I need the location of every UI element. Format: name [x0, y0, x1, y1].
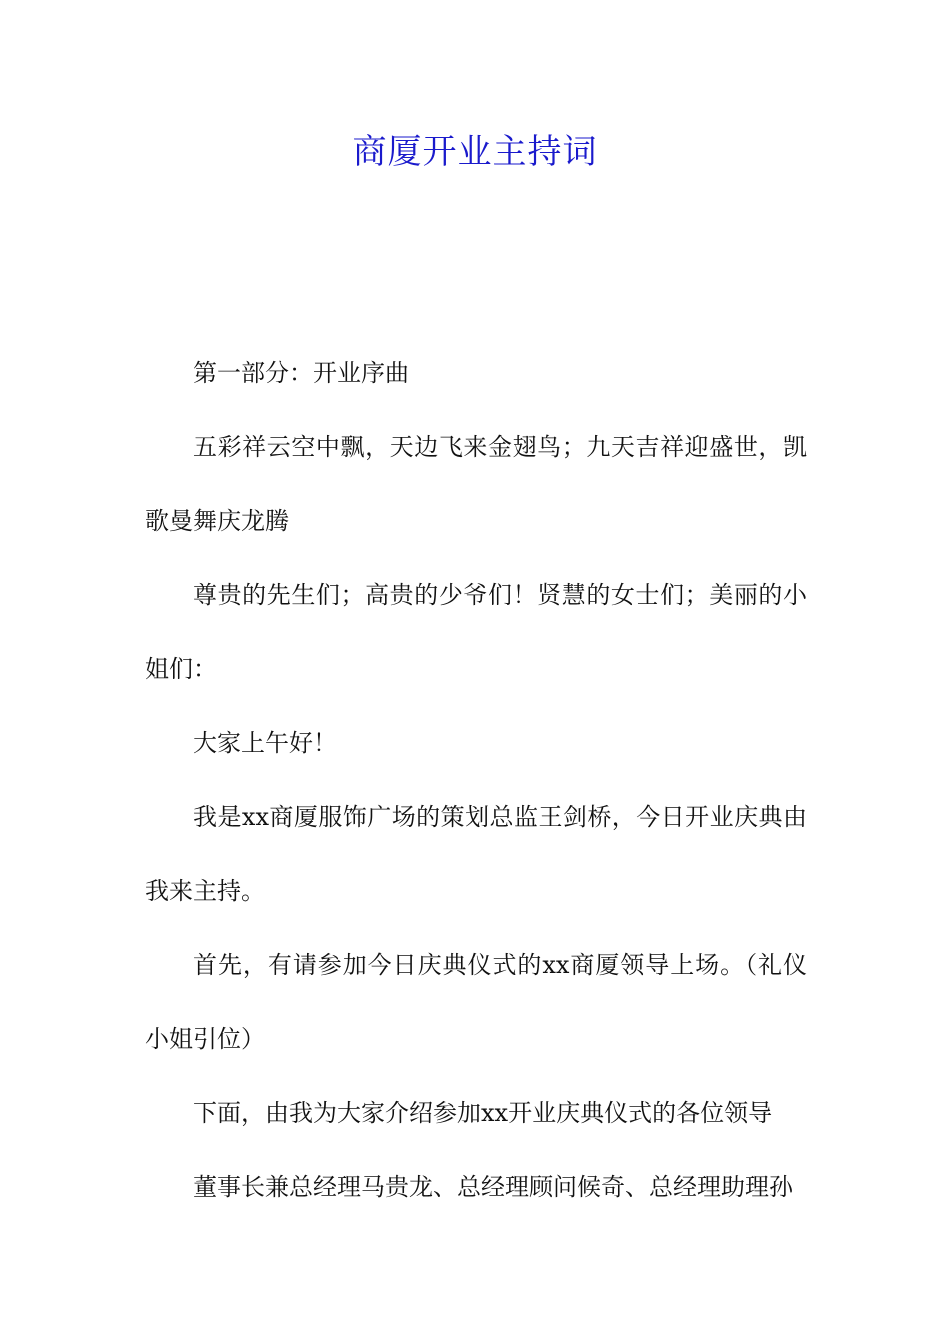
paragraph-host-introduction: 我是xx商厦服饰广场的策划总监王剑桥，今日开业庆典由我来主持。 — [145, 803, 807, 905]
document-body — [145, 336, 807, 1224]
paragraph-invite-leaders: 首先，有请参加今日庆典仪式的xx商厦领导上场。（礼仪小姐引位） — [145, 951, 807, 1053]
document-title: 商厦开业主持词 — [352, 132, 598, 172]
paragraph-introduce-leaders: 下面，由我为大家介绍参加xx开业庆典仪式的各位领导 — [193, 1099, 773, 1127]
paragraph-greeting-guests: 尊贵的先生们；高贵的少爷们！贤慧的女士们；美丽的小姐们： — [145, 581, 807, 683]
paragraph-good-morning: 大家上午好！ — [193, 729, 337, 757]
paragraph-opening-verse: 五彩祥云空中飘，天边飞来金翅鸟；九天吉祥迎盛世，凯歌曼舞庆龙腾 — [145, 433, 807, 535]
paragraph-section-heading: 第一部分：开业序曲 — [193, 359, 409, 387]
paragraph-leader-names: 董事长兼总经理马贵龙、总经理顾问候奇、总经理助理孙 — [193, 1173, 793, 1201]
